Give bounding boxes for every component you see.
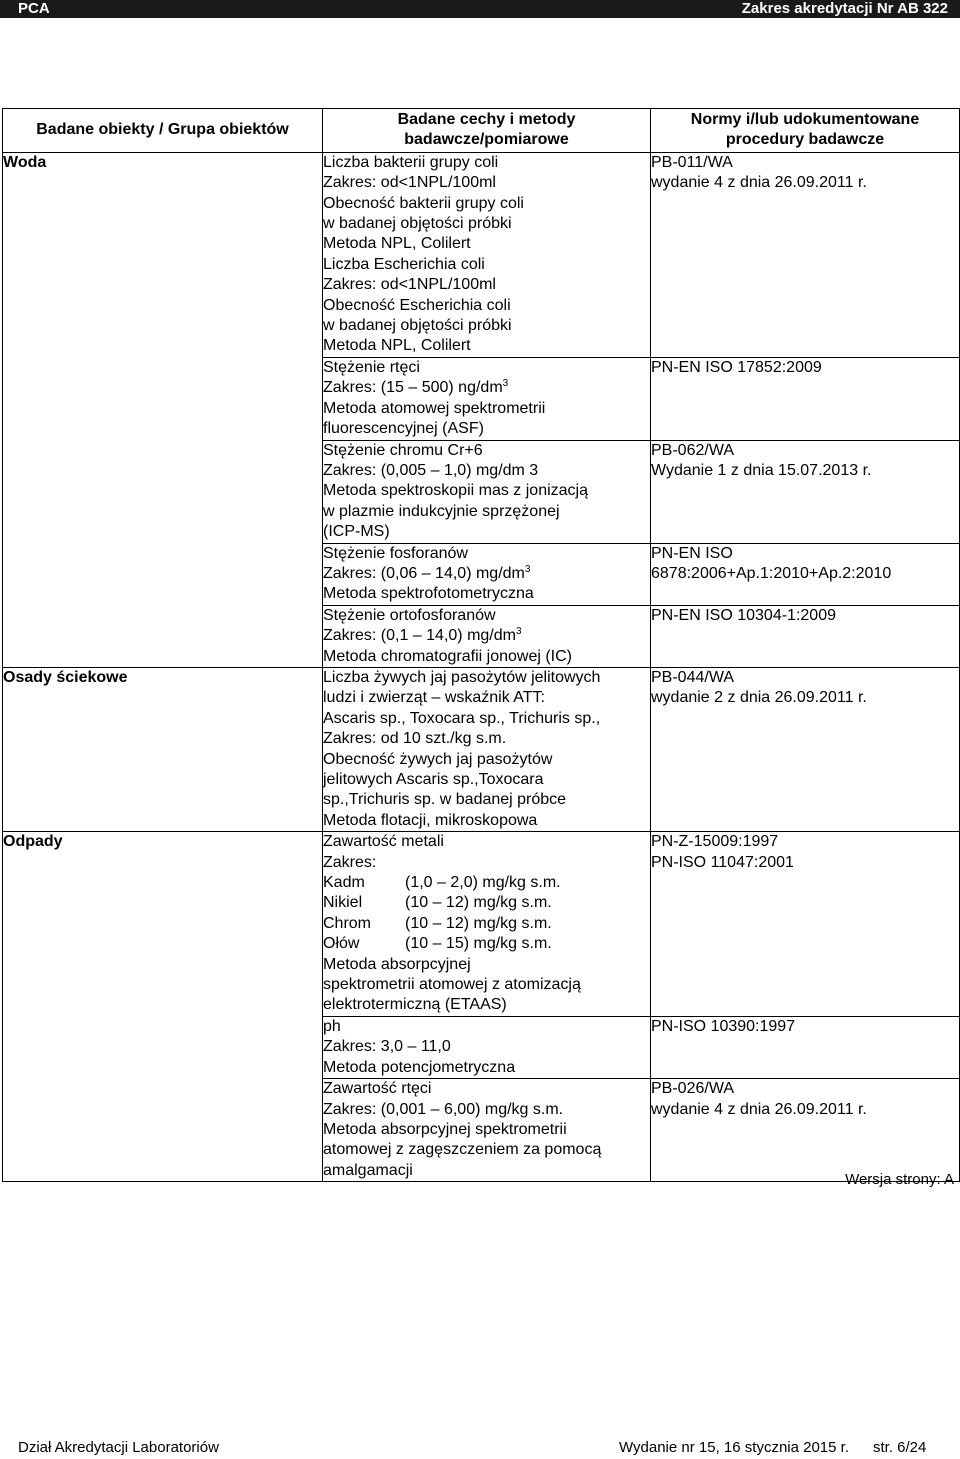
method-cell: Zawartość rtęci Zakres: (0,001 – 6,00) mg/kg s.m. Metoda absorpcyjnej spektrometrii atomowej z zagęszczeniem za pomocą amalgamacji — [323, 1079, 651, 1182]
method-cell: Liczba żywych jaj pasożytów jelitowych ludzi i zwierząt – wskaźnik ATT: Ascaris sp., Toxocara sp., Trichuris sp., Zakres: od 10 szt./kg s.m. Obecność żywych jaj pasożytów jelitowych Ascaris sp.,Toxocara sp.,Trichuris sp. w badanej próbce Metoda flotacji, mikroskopowa — [323, 667, 651, 831]
method-cell: Zawartość metali Zakres: Kadm (1,0 – 2,0) mg/kg s.m. Nikiel (10 – 12) mg/kg s.m. Chrom (10 – 12) mg/kg s.m. Ołów (10 – 15) mg/kg s.m. Metoda absorpcyjnej spektrometrii atomowej z atomizacją elektrotermiczną (ETAAS) — [323, 832, 651, 1017]
norm-cell: PB-011/WA wydanie 4 z dnia 26.09.2011 r. — [651, 152, 960, 357]
object-odpady: Odpady — [3, 832, 323, 1182]
metal-list: Kadm (1,0 – 2,0) mg/kg s.m. Nikiel (10 – 12) mg/kg s.m. Chrom (10 – 12) mg/kg s.m. Ołów (10 – 15) mg/kg s.m. — [323, 874, 561, 953]
method-cell: Stężenie rtęci Zakres: (15 – 500) $ng/dm^3$ Metoda atomowej spektrometrii fluorescencyjnej (ASF) — [323, 357, 651, 440]
norm-cell: PB-026/WA wydanie 4 z dnia 26.09.2011 r. — [651, 1079, 960, 1182]
method-cell: Stężenie chromu Cr+6 Zakres: (0,005 – 1,0) mg/dm 3 Metoda spektroskopii mas z jonizacją w plazmie indukcyjnie sprzężonej (ICP-MS) — [323, 440, 651, 543]
table-row — [3, 832, 960, 1017]
header-objects: Badane obiekty / Grupa obiektów — [3, 109, 323, 153]
accreditation-table — [2, 108, 960, 1182]
norm-cell: PN-EN ISO 6878:2006+Ap.1:2010+Ap.2:2010 — [651, 543, 960, 605]
norm-cell: PB-062/WA Wydanie 1 z dnia 15.07.2013 r. — [651, 440, 960, 543]
norm-cell: PN-ISO 10390:1997 — [651, 1016, 960, 1078]
norm-cell: PN-EN ISO 10304-1:2009 — [651, 605, 960, 667]
header-org: PCA — [18, 0, 50, 17]
norm-cell: PB-044/WA wydanie 2 z dnia 26.09.2011 r. — [651, 667, 960, 831]
table-row — [3, 152, 960, 357]
method-cell: ph Zakres: 3,0 – 11,0 Metoda potencjometryczna — [323, 1016, 651, 1078]
table-header-row — [3, 109, 960, 153]
norm-cell: PN-EN ISO 17852:2009 — [651, 357, 960, 440]
page-version: Wersja strony: A — [845, 1171, 954, 1188]
norm-cell: PN-Z-15009:1997 PN-ISO 11047:2001 — [651, 832, 960, 1017]
header-norms: Normy i/lub udokumentowane procedury badawcze — [651, 109, 960, 153]
page-header — [0, 0, 960, 18]
method-cell: Stężenie fosforanów Zakres: (0,06 – 14,0) $mg/dm^3$ Metoda spektrofotometryczna — [323, 543, 651, 605]
footer-department: Dział Akredytacji Laboratoriów — [18, 1439, 219, 1456]
method-cell: Stężenie ortofosforanów Zakres: (0,1 – 14,0) $mg/dm^3$ Metoda chromatografii jonowej (IC) — [323, 605, 651, 667]
footer-edition: Wydanie nr 15, 16 stycznia 2015 r. — [619, 1439, 849, 1456]
header-title: Zakres akredytacji Nr AB 322 — [741, 0, 948, 17]
object-woda: Woda — [3, 152, 323, 667]
header-methods: Badane cechy i metody badawcze/pomiarowe — [323, 109, 651, 153]
method-cell: Liczba bakterii grupy coli Zakres: od<1NPL/100ml Obecność bakterii grupy coli w badanej objętości próbki Metoda NPL, Colilert Liczba Escherichia coli Zakres: od<1NPL/100ml Obecność Escherichia coli w badanej objętości próbki Metoda NPL, Colilert — [323, 152, 651, 357]
footer-page-number: str. 6/24 — [873, 1439, 927, 1456]
object-osady: Osady ściekowe — [3, 667, 323, 831]
table-row — [3, 667, 960, 831]
